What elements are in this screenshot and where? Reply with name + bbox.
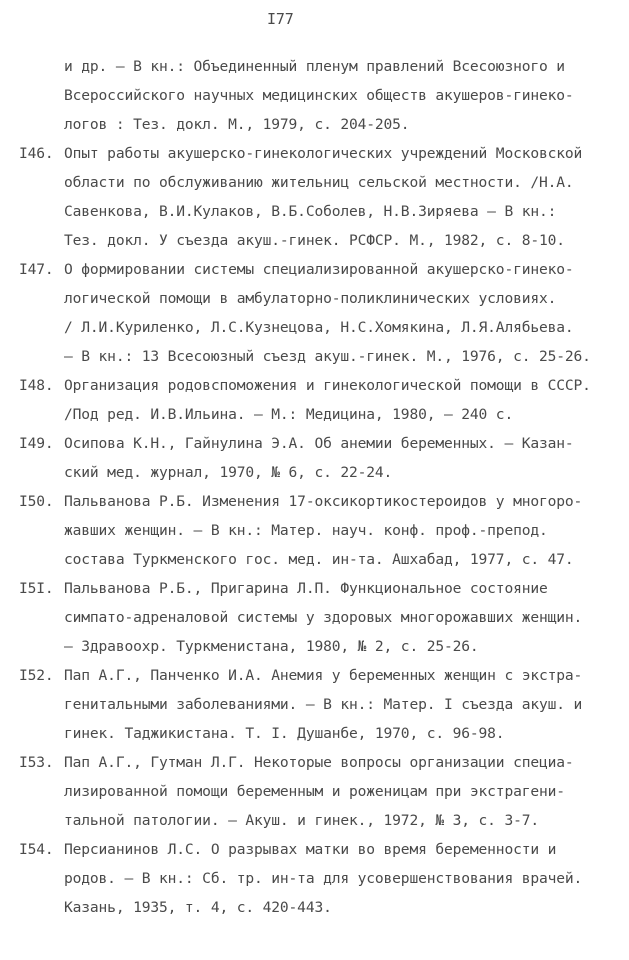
entry-number: I49. xyxy=(19,435,54,452)
entry-text-line: Казань, 1935, т. 4, с. 420-443. xyxy=(64,899,332,916)
entry-text-line: логической помощи в амбулаторно-поликлинических условиях. xyxy=(64,290,557,307)
entry-text-line: Савенкова, В.И.Кулаков, В.Б.Соболев, Н.В.Зиряева – В кн.: xyxy=(64,203,557,220)
entry-text-line: Пальванова Р.Б., Пригарина Л.П. Функциональное состояние xyxy=(64,580,548,597)
entry-text-line: жавших женщин. – В кн.: Матер. науч. конф. проф.-препод. xyxy=(64,522,548,539)
entry-text-line: логов : Тез. докл. М., 1979, с. 204-205. xyxy=(64,116,410,133)
entry-number: I46. xyxy=(19,145,54,162)
entry-text-line: гинек. Таджикистана. Т. I. Душанбе, 1970, с. 96-98. xyxy=(64,725,505,742)
entry-text-line: лизированной помощи беременным и роженицам при экстрагени- xyxy=(64,783,565,800)
entry-text-line: родов. – В кн.: Сб. тр. ин-та для усовершенствования врачей. xyxy=(64,870,583,887)
entry-text-line: области по обслуживанию жительниц сельской местности. /Н.А. xyxy=(64,174,574,191)
entry-text-line: тальной патологии. – Акуш. и гинек., 1972, № 3, с. 3-7. xyxy=(64,812,539,829)
entry-text-line: Осипова К.Н., Гайнулина Э.А. Об анемии беременных. – Казан- xyxy=(64,435,574,452)
entry-text-line: состава Туркменского гос. мед. ин-та. Ашхабад, 1977, с. 47. xyxy=(64,551,574,568)
entry-text-line: – В кн.: 13 Всесоюзный съезд акуш.-гинек. М., 1976, с. 25-26. xyxy=(64,348,591,365)
entry-text-line: и др. – В кн.: Объединенный пленум правлений Всесоюзного и xyxy=(64,58,565,75)
entry-text-line: ский мед. журнал, 1970, № 6, с. 22-24. xyxy=(64,464,393,481)
entry-text-line: Организация родовспоможения и гинекологической помощи в СССР. xyxy=(64,377,591,394)
entry-text-line: Всероссийского научных медицинских обществ акушеров-гинеко- xyxy=(64,87,574,104)
entry-text-line: Пап А.Г., Панченко И.А. Анемия у беременных женщин с экстра- xyxy=(64,667,583,684)
entry-text-line: – Здравоохр. Туркменистана, 1980, № 2, с. 25-26. xyxy=(64,638,479,655)
page-number: I77 xyxy=(267,10,294,28)
entry-text-line: Тез. докл. У съезда акуш.-гинек. РСФСР. М., 1982, с. 8-10. xyxy=(64,232,565,249)
entry-number: I48. xyxy=(19,377,54,394)
entry-text-line: / Л.И.Куриленко, Л.С.Кузнецова, Н.С.Хомякина, Л.Я.Алябьева. xyxy=(64,319,574,336)
entry-text-line: О формировании системы специализированной акушерско-гинеко- xyxy=(64,261,574,278)
entry-number: I53. xyxy=(19,754,54,771)
entry-text-line: Пальванова Р.Б. Изменения 17-оксикортикостероидов у многоро- xyxy=(64,493,583,510)
entry-number: I50. xyxy=(19,493,54,510)
entry-number: I47. xyxy=(19,261,54,278)
entry-number: I52. xyxy=(19,667,54,684)
entry-number: I54. xyxy=(19,841,54,858)
entry-text-line: генитальными заболеваниями. – В кн.: Матер. I съезда акуш. и xyxy=(64,696,583,713)
entry-text-line: /Под ред. И.В.Ильина. – М.: Медицина, 1980, – 240 с. xyxy=(64,406,514,423)
entry-text-line: Персианинов Л.С. О разрывах матки во время беременности и xyxy=(64,841,557,858)
entry-number: I5I. xyxy=(19,580,54,597)
entry-text-line: Пап А.Г., Гутман Л.Г. Некоторые вопросы организации специа- xyxy=(64,754,574,771)
entry-text-line: Опыт работы акушерско-гинекологических учреждений Московской xyxy=(64,145,583,162)
entry-text-line: симпато-адреналовой системы у здоровых многорожавших женщин. xyxy=(64,609,583,626)
